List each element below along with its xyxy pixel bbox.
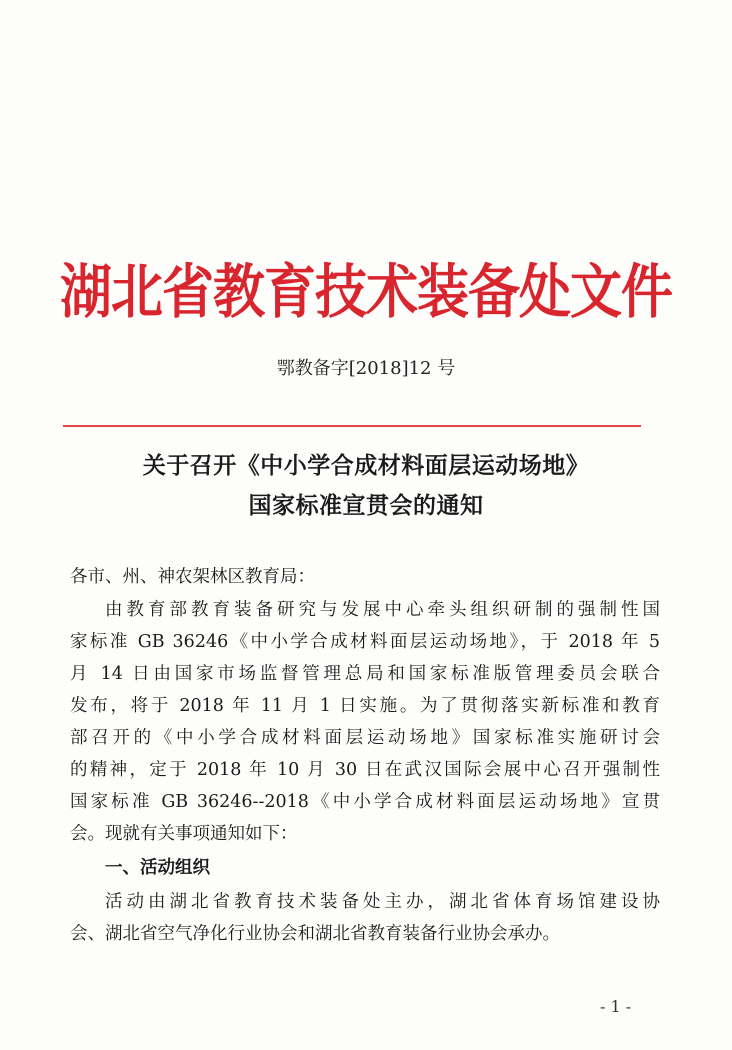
paragraph-line: 家标准 GB 36246《中小学合成材料面层运动场地》，于 2018 年 5 — [70, 632, 660, 652]
paragraph-line: 会。现就有关事项通知如下： — [70, 824, 298, 844]
paragraph-line: 部召开的《中小学合成材料面层运动场地》国家标准实施研讨会 — [70, 728, 660, 748]
paragraph-line: 发布，将于 2018 年 11 月 1 日实施。为了贯彻落实新标准和教育 — [70, 696, 660, 716]
paragraph-line: 月 14 日由国家市场监督管理总局和国家标准版管理委员会联合 — [70, 664, 660, 684]
paragraph-line: 的精神，定于 2018 年 10 月 30 日在武汉国际会展中心召开强制性 — [70, 760, 660, 780]
paragraph-line: 由教育部教育装备研究与发展中心牵头组织研制的强制性国 — [105, 600, 660, 620]
page-number: - 1 - — [600, 997, 632, 1016]
red-divider-line — [63, 425, 641, 427]
paragraph-line: 活动由湖北省教育技术装备处主办，湖北省体育场馆建设协 — [105, 892, 660, 912]
paragraph-line: 国家标准 GB 36246--2018《中小学合成材料面层运动场地》宣贯 — [70, 792, 660, 812]
notice-title-line-2: 国家标准宣贯会的通知 — [248, 493, 484, 519]
paragraph-line: 会、湖北省空气净化行业协会和湖北省教育装备行业协会承办。 — [70, 924, 560, 944]
notice-title-line-1: 关于召开《中小学合成材料面层运动场地》 — [142, 453, 590, 479]
section-heading: 一、活动组织 — [105, 858, 210, 878]
issuer-heading: 湖北省教育技术装备处文件 — [59, 258, 672, 327]
salutation: 各市、州、神农架林区教育局： — [70, 567, 315, 587]
document-number: 鄂教备字[2018]12 号 — [276, 358, 456, 379]
